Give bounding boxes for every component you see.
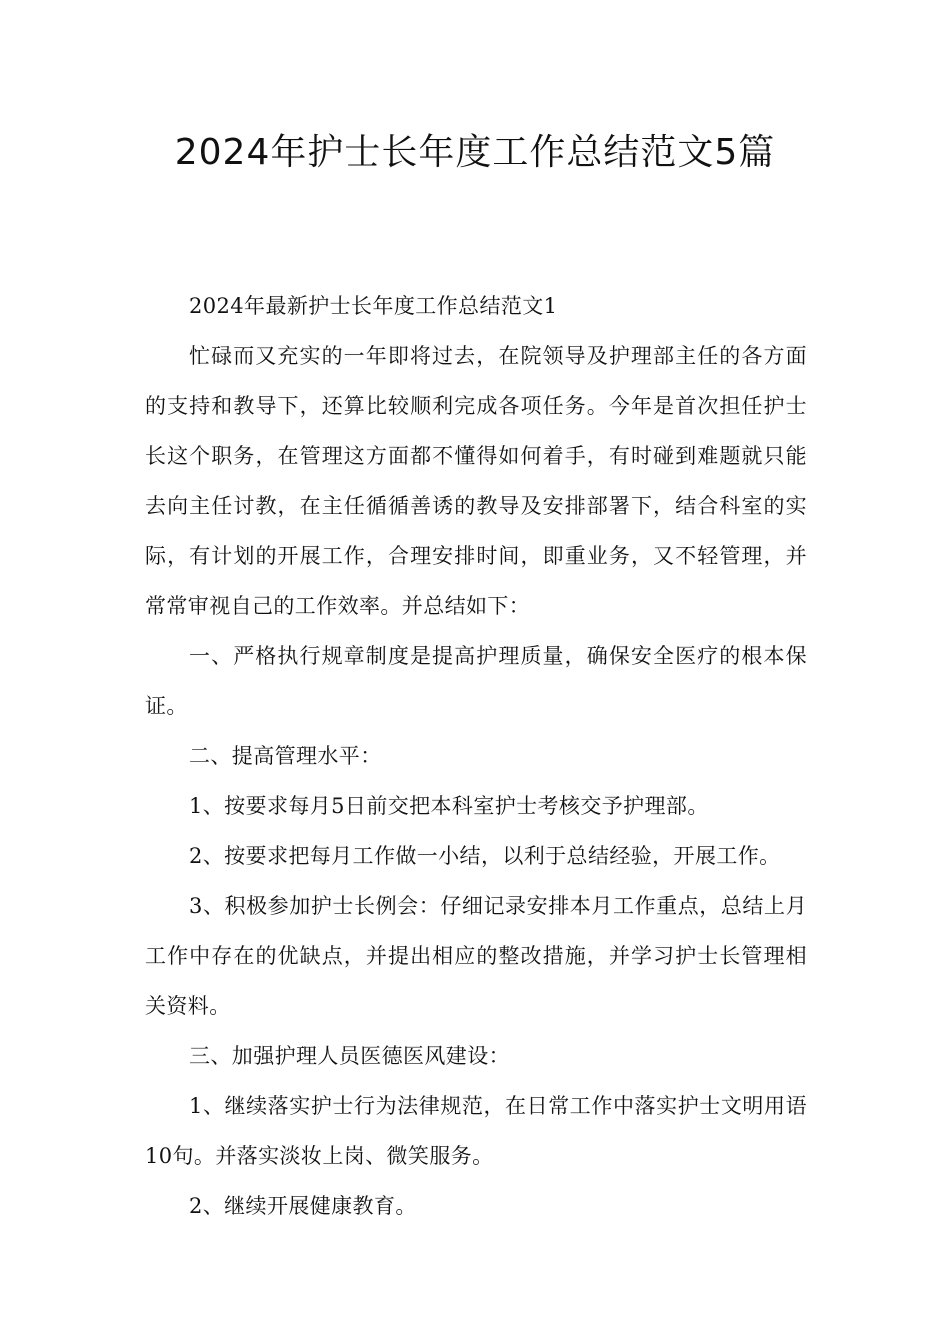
document-title: 2024年护士长年度工作总结范文5篇 [174, 132, 776, 173]
section-heading: 2024年最新护士长年度工作总结范文1 [189, 294, 558, 318]
intro-paragraph: 忙碌而又充实的一年即将过去，在院领导及护理部主任的各方面的支持和教导下，还算比较顺利完成各项任务。今年是首次担任护士长这个职务，在管理这方面都不懂得如何着手，有时碰到难题就只能去向主任讨教，在主任循循善诱的教导及安排部署下，结合科室的实际，有计划的开展工作，合理安排时间，即重业务，又不轻管理，并常常审视自己的工作效率。并总结如下： [145, 344, 807, 618]
document-body [145, 281, 807, 1231]
list-item-2-1: 1、按要求每月5日前交把本科室护士考核交予护理部。 [189, 794, 709, 818]
section-three-heading: 三、加强护理人员医德医风建设： [189, 1044, 510, 1068]
list-item-2-2: 2、按要求把每月工作做一小结，以利于总结经验，开展工作。 [189, 844, 781, 868]
section-one-paragraph: 一、严格执行规章制度是提高护理质量，确保安全医疗的根本保证。 [145, 644, 807, 718]
section-two-heading: 二、提高管理水平： [189, 744, 382, 768]
list-item-3-1: 1、继续落实护士行为法律规范，在日常工作中落实护士文明用语10句。并落实淡妆上岗、微笑服务。 [145, 1094, 807, 1168]
list-item-3-2: 2、继续开展健康教育。 [189, 1194, 417, 1218]
list-item-2-3: 3、积极参加护士长例会：仔细记录安排本月工作重点，总结上月工作中存在的优缺点，并提出相应的整改措施，并学习护士长管理相关资料。 [145, 894, 807, 1018]
